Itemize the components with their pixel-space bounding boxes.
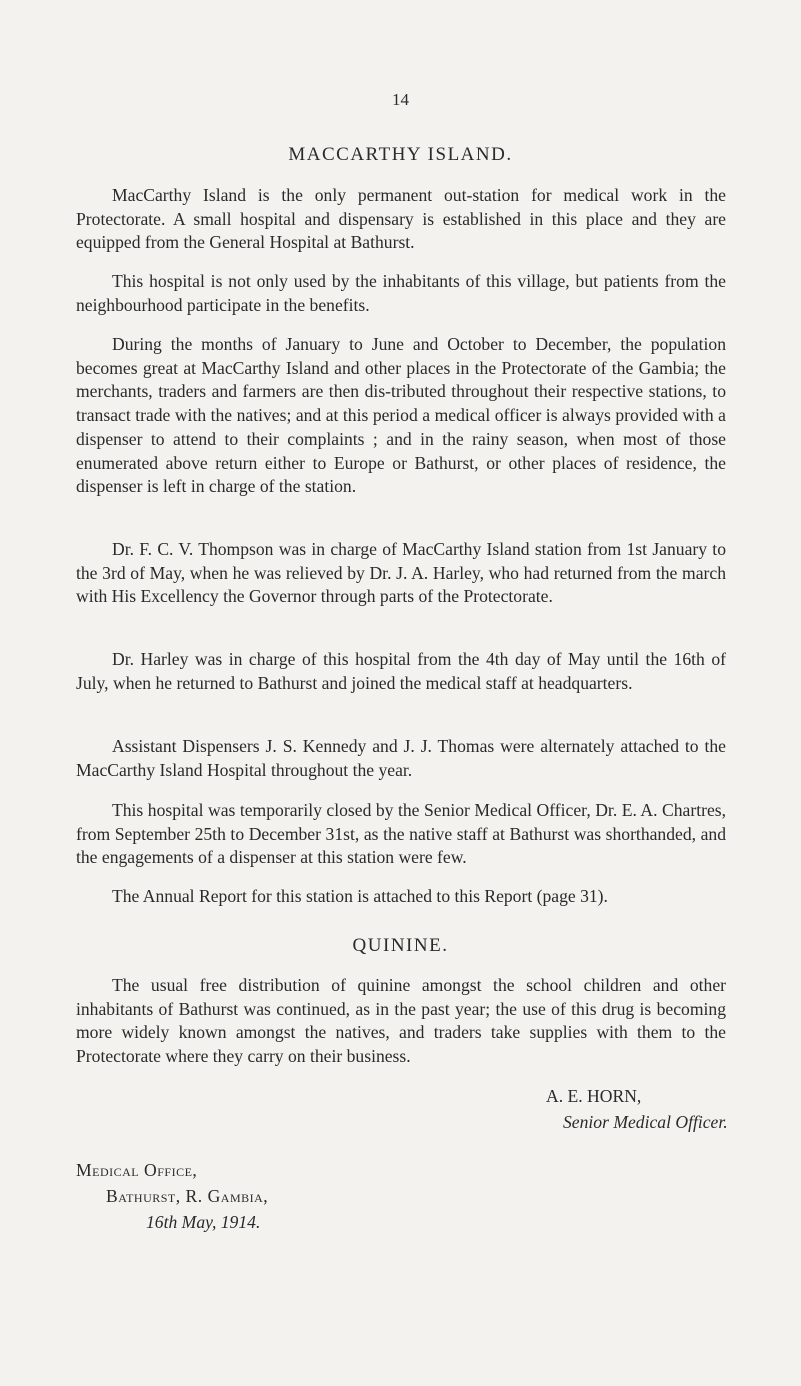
signature-name: A. E. HORN, [546,1086,642,1106]
paragraph: Dr. F. C. V. Thompson was in charge of MacCarthy Island station from 1st January to the 3rd of May, when he was relieved by Dr. J. A. Harley, who had returned from the march with His Excellency the Governor through parts of the Protectorate. [76,539,726,607]
address-line-1: Medical Office, [76,1160,198,1180]
paragraph: The Annual Report for this station is attached to this Report (page 31). [112,886,608,906]
address-date: 16th May, 1914. [146,1212,261,1232]
paragraph: This hospital is not only used by the inhabitants of this village, but patients from the neighbourhood participate in the benefits. [76,271,726,315]
section-heading-maccarthy: MACCARTHY ISLAND. [288,144,513,165]
section-heading-quinine: QUININE. [352,935,449,956]
paragraph: The usual free distribution of quinine amongst the school children and other inhabitants of Bathurst was continued, as in the past year; the use of this drug is becoming more widely known amongst the natives, and traders take supplies with them to the Protectorate where they carry on their business. [76,975,726,1067]
paragraph: This hospital was temporarily closed by the Senior Medical Officer, Dr. E. A. Chartres, from September 25th to December 31st, as the native staff at Bathurst was shorthanded, and the engagements of a dispenser at this station were few. [76,800,726,868]
paragraph: Assistant Dispensers J. S. Kennedy and J. J. Thomas were alternately attached to the MacCarthy Island Hospital throughout the year. [76,736,726,780]
paragraph: Dr. Harley was in charge of this hospital from the 4th day of May until the 16th of July, when he returned to Bathurst and joined the medical staff at headquarters. [76,649,726,693]
signature-title: Senior Medical Officer. [563,1112,728,1132]
paragraph: During the months of January to June and October to December, the population becomes great at MacCarthy Island and other places in the Protectorate of the Gambia; the merchants, traders and farmers are then dis-tributed throughout their respective stations, to transact trade with the natives; and at this period a medical officer is always provided with a dispenser to attend to their complaints ; and in the rainy season, when most of those enumerated above return either to Europe or Bathurst, or other places of residence, the dispenser is left in charge of the station. [76,334,726,497]
paragraph: MacCarthy Island is the only permanent out-station for medical work in the Protectorate. A small hospital and dispensary is established in this place and they are equipped from the General Hospital at Bathurst. [76,185,726,253]
address-line-2: Bathurst, R. Gambia, [106,1186,269,1206]
page-number: 14 [392,90,409,109]
